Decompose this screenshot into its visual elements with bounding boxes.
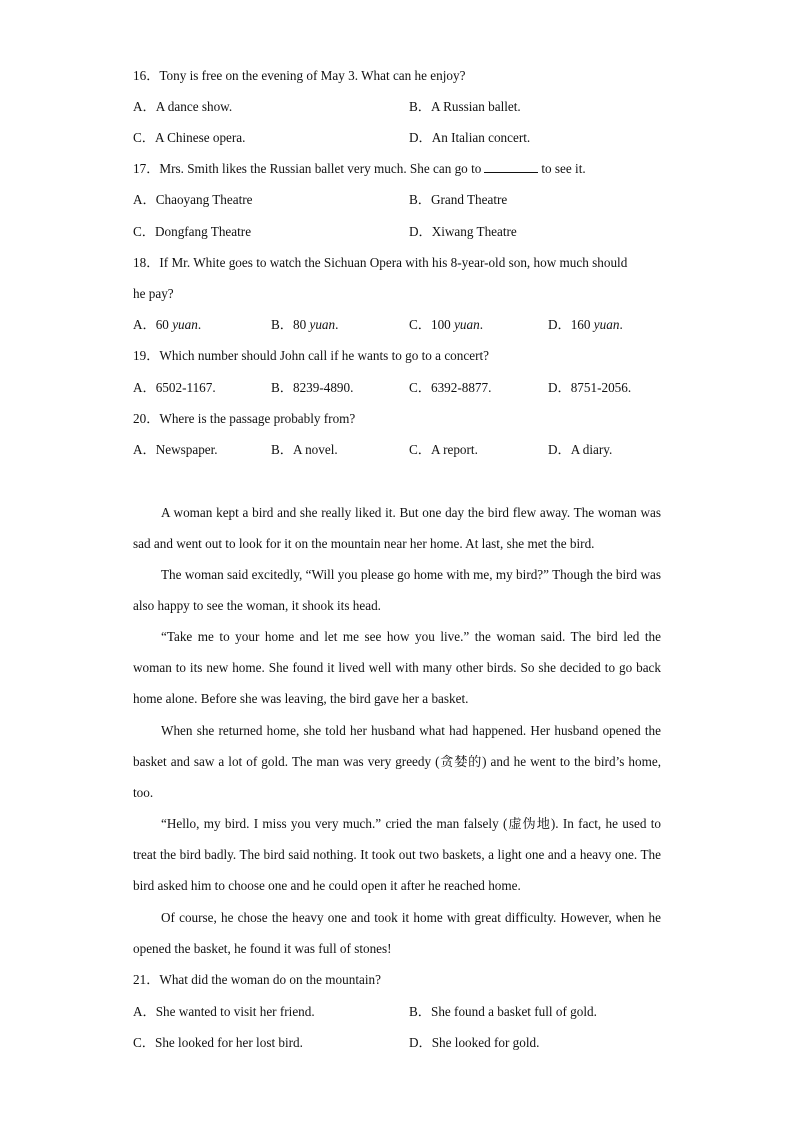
q17-stem-post: to see it. bbox=[541, 161, 586, 176]
option-period: . bbox=[619, 317, 623, 332]
q21-option-c: C．She looked for her lost bird. bbox=[133, 1035, 303, 1050]
q21-option-b: B．She found a basket full of gold. bbox=[409, 1004, 597, 1019]
option-value: C．100 bbox=[409, 317, 455, 332]
q19-option-b: B．8239-4890. bbox=[271, 380, 354, 395]
q17-option-d: D．Xiwang Theatre bbox=[409, 224, 517, 239]
q16-option-a: A．A dance show. bbox=[133, 99, 233, 114]
question-21-stem: 21．What did the woman do on the mountain? bbox=[133, 972, 381, 987]
question-18-stem-line2: he pay? bbox=[133, 286, 174, 301]
option-value: D．160 bbox=[548, 317, 594, 332]
answer-blank bbox=[484, 160, 538, 173]
q16-option-c: C．A Chinese opera. bbox=[133, 130, 246, 145]
passage-paragraph-3: “Take me to your home and let me see how you live.” the woman said. The bird led the woman to its new home. She found it lived well with many other birds. So she decided to go back home alone. Before she was leaving, the bird gave her a basket. bbox=[133, 629, 661, 707]
q20-option-a: A．Newspaper. bbox=[133, 442, 218, 457]
passage-paragraph-4: When she returned home, she told her husband what had happened. Her husband opened the basket and saw a lot of gold. The man was very greedy (贪婪的) and he went to the bird’s home, too. bbox=[133, 723, 661, 801]
q19-option-c: C．6392-8877. bbox=[409, 380, 492, 395]
q20-option-c: C．A report. bbox=[409, 442, 478, 457]
option-unit: yuan bbox=[172, 317, 198, 332]
option-period: . bbox=[197, 317, 202, 332]
option-period: . bbox=[335, 317, 339, 332]
q17-stem-pre: 17．Mrs. Smith likes the Russian ballet very much. She can go to bbox=[133, 161, 482, 176]
q17-option-c: C．Dongfang Theatre bbox=[133, 224, 252, 239]
option-value: B．80 bbox=[271, 317, 310, 332]
passage-paragraph-1: A woman kept a bird and she really liked it. But one day the bird flew away. The woman was sad and went out to look for it on the mountain near her home. At last, she met the bird. bbox=[133, 505, 661, 552]
q18-option-c bbox=[409, 316, 483, 334]
question-19-stem: 19．Which number should John call if he wants to go to a concert? bbox=[133, 348, 489, 363]
passage-paragraph-6: Of course, he chose the heavy one and took it home with great difficulty. However, when he opened the basket, he found it was full of stones! bbox=[133, 910, 661, 957]
q20-option-b: B．A novel. bbox=[271, 442, 338, 457]
q17-option-b: B．Grand Theatre bbox=[409, 192, 508, 207]
q20-option-d: D．A diary. bbox=[548, 442, 613, 457]
passage-paragraph-2: The woman said excitedly, “Will you please go home with me, my bird?” Though the bird was also happy to see the woman, it shook its head. bbox=[133, 567, 661, 614]
option-period: . bbox=[479, 317, 483, 332]
question-18-stem-line1: 18．If Mr. White goes to watch the Sichuan Opera with his 8-year-old son, how much should bbox=[133, 255, 628, 270]
question-20-stem: 20．Where is the passage probably from? bbox=[133, 411, 356, 426]
question-17-stem bbox=[133, 160, 661, 178]
option-unit: yuan bbox=[454, 317, 480, 332]
q19-option-d: D．8751-2056. bbox=[548, 380, 632, 395]
q21-option-d: D．She looked for gold. bbox=[409, 1035, 540, 1050]
q16-option-b: B．A Russian ballet. bbox=[409, 99, 521, 114]
question-16-stem: 16．Tony is free on the evening of May 3. What can he enjoy? bbox=[133, 68, 466, 83]
q19-option-a: A．6502-1167. bbox=[133, 380, 216, 395]
q18-option-a bbox=[133, 316, 201, 334]
q21-option-a: A．She wanted to visit her friend. bbox=[133, 1004, 315, 1019]
option-value: A．60 bbox=[133, 317, 173, 332]
q18-option-d bbox=[548, 316, 623, 334]
q17-option-a: A．Chaoyang Theatre bbox=[133, 192, 253, 207]
q16-option-d: D．An Italian concert. bbox=[409, 130, 531, 145]
option-unit: yuan bbox=[309, 317, 336, 332]
passage-paragraph-5: “Hello, my bird. I miss you very much.” cried the man falsely (虚伪地). In fact, he used to treat the bird badly. The bird said nothing. It took out two baskets, a light one and a heavy one. The bird asked him to choose one and he could open it after he reached home. bbox=[133, 816, 661, 894]
q18-option-b bbox=[271, 316, 338, 334]
option-unit: yuan bbox=[593, 317, 620, 332]
